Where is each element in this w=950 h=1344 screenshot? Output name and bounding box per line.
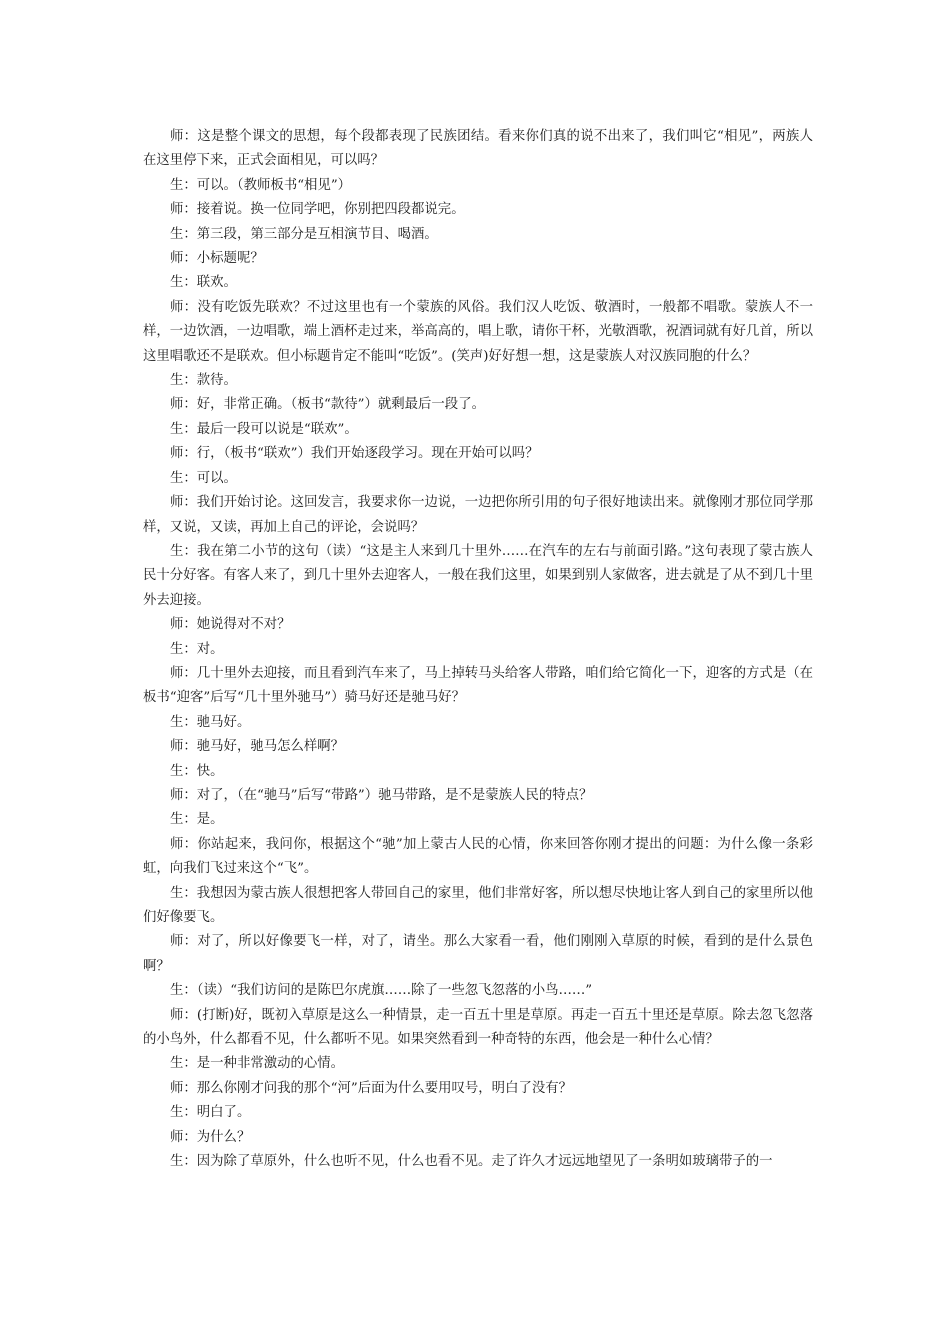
paragraph-2: 生：可以。（教师板书“相见”） xyxy=(170,177,352,193)
paragraph-1: 师：这是整个课文的思想，每个段都表现了民族团结。看来你们真的说不出来了，我们叫它“相见”，两族人在这里停下来，正式会面相见，可以吗？ xyxy=(143,129,813,169)
paragraph-20: 生：快。 xyxy=(170,763,224,779)
paragraph-24: 生：我想因为蒙古族人很想把客人带回自己的家里，他们非常好客，所以想尽快地让客人到自己的家里所以他们好像要飞。 xyxy=(143,885,813,925)
paragraph-7: 师：没有吃饭先联欢？不过这里也有一个蒙族的风俗。我们汉人吃饭、敬酒时，一般都不唱歌。蒙族人不一样，一边饮酒，一边唱歌，端上酒杯走过来，举高高的，唱上歌，请你干杯，光敬酒歌，祝酒词就有好几首，所以这里唱歌还不是联欢。但小标题肯定不能叫“吃饭”。(笑声)好好想一想，这是蒙族人对汉族同胞的什么？ xyxy=(143,299,813,364)
paragraph-4: 生：第三段，第三部分是互相演节目、喝酒。 xyxy=(170,226,438,242)
lesson-transcript xyxy=(143,125,813,1174)
paragraph-10: 生：最后一段可以说是“联欢”。 xyxy=(170,421,358,437)
paragraph-11: 师：行，（板书“联欢”）我们开始逐段学习。现在开始可以吗？ xyxy=(170,446,539,462)
paragraph-16: 生：对。 xyxy=(170,641,224,657)
paragraph-28: 生：是一种非常激动的心情。 xyxy=(170,1056,345,1072)
paragraph-32: 生：因为除了草原外，什么也听不见，什么也看不见。走了许久才远远地望见了一条明如玻璃带子的一 xyxy=(170,1154,773,1170)
paragraph-29: 师：那么你刚才问我的那个“河”后面为什么要用叹号，明白了没有？ xyxy=(170,1080,573,1096)
paragraph-6: 生：联欢。 xyxy=(170,275,237,291)
paragraph-9: 师：好，非常正确。（板书“款待”）就剩最后一段了。 xyxy=(170,397,485,413)
paragraph-5: 师：小标题呢？ xyxy=(170,251,264,267)
paragraph-3: 师：接着说。换一位同学吧，你别把四段都说完。 xyxy=(170,202,465,218)
paragraph-31: 师：为什么？ xyxy=(170,1129,251,1145)
paragraph-12: 生：可以。 xyxy=(170,470,237,486)
paragraph-23: 师：你站起来，我问你，根据这个“驰”加上蒙古人民的心情，你来回答你刚才提出的问题：为什么像一条彩虹，向我们飞过来这个“飞”。 xyxy=(143,836,813,877)
paragraph-26: 生：（读）“我们访问的是陈巴尔虎旗……除了一些忽飞忽落的小鸟……” xyxy=(170,983,593,999)
paragraph-30: 生：明白了。 xyxy=(170,1105,251,1121)
paragraph-18: 生：驰马好。 xyxy=(170,714,251,730)
paragraph-21: 师：对了，（在“驰马”后写“带路”）驰马带路，是不是蒙族人民的特点？ xyxy=(170,787,593,803)
paragraph-13: 师：我们开始讨论。这回发言，我要求你一边说，一边把你所引用的句子很好地读出来。就像刚才那位同学那样，又说，又读，再加上自己的评论，会说吗？ xyxy=(143,495,813,535)
paragraph-22: 生：是。 xyxy=(170,812,224,828)
paragraph-19: 师：驰马好，驰马怎么样啊？ xyxy=(170,739,345,755)
paragraph-14: 生：我在第二小节的这句（读）“这是主人来到几十里外……在汽车的左右与前面引路。”这句表现了蒙古族人民十分好客。有客人来了，到几十里外去迎客人，一般在我们这里，如果到别人家做客，进去就是了从不到几十里外去迎接。 xyxy=(143,543,813,608)
paragraph-8: 生：款待。 xyxy=(170,373,237,389)
paragraph-27: 师：(打断)好，既初入草原是这么一种情景，走一百五十里是草原。再走一百五十里还是草原。除去忽飞忽落的小鸟外，什么都看不见，什么都听不见。如果突然看到一种奇特的东西，他会是一种什么心情？ xyxy=(143,1007,813,1048)
paragraph-25: 师：对了，所以好像要飞一样，对了，请坐。那么大家看一看，他们刚刚入草原的时候，看到的是什么景色啊？ xyxy=(143,934,813,974)
paragraph-17: 师：几十里外去迎接，而且看到汽车来了，马上掉转马头给客人带路，咱们给它简化一下，迎客的方式是（在板书“迎客”后写“几十里外驰马”）骑马好还是驰马好？ xyxy=(143,665,813,706)
paragraph-15: 师：她说得对不对？ xyxy=(170,617,291,633)
